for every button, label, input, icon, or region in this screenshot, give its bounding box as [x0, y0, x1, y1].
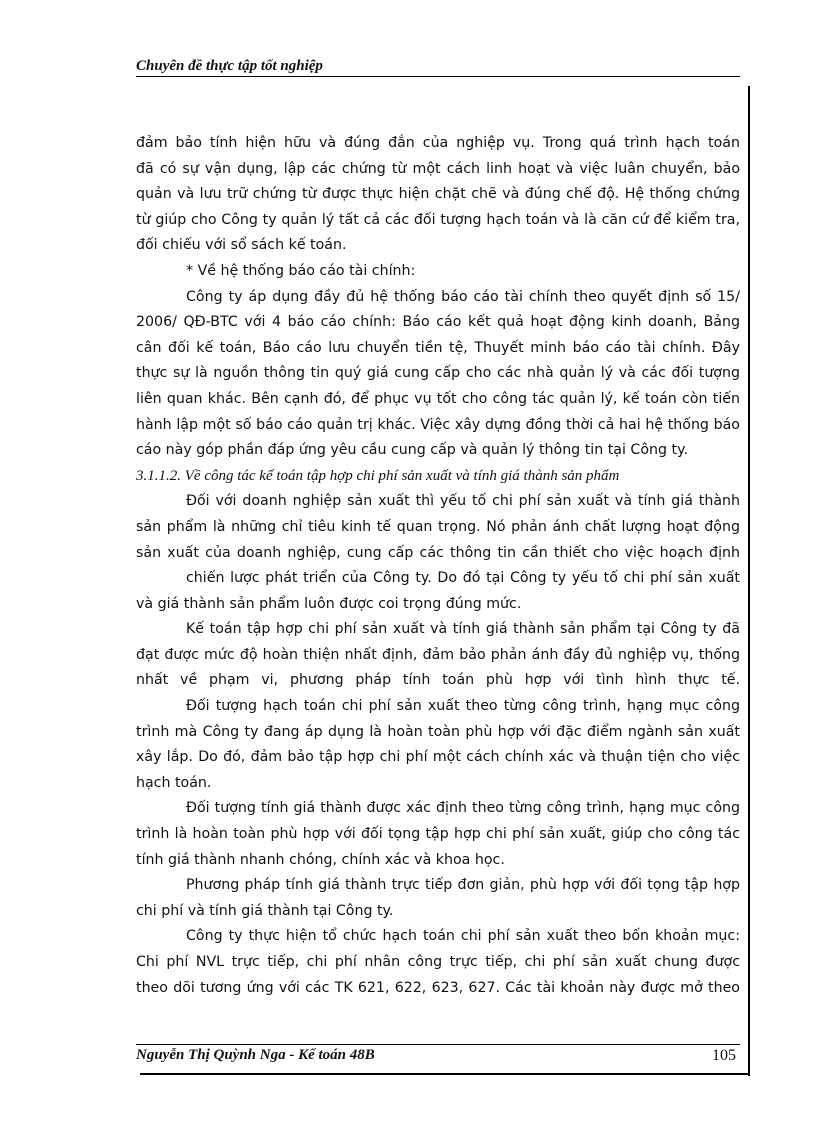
footer-author: Nguyễn Thị Quỳnh Nga - Kế toán 48B [136, 1047, 375, 1063]
paragraph-line: hạch toán. [136, 774, 212, 791]
paragraph-line: Phương pháp tính giá thành trực tiếp đơn giản, phù hợp với đối tọng tập hợp [186, 877, 740, 894]
paragraph-line: đối chiếu với sổ sách kế toán. [136, 237, 347, 254]
paragraph-line: Đối tượng hạch toán chi phí sản xuất theo từng công trình, hạng mục công [186, 698, 740, 715]
paragraph-line: Đối tượng tính giá thành được xác định theo từng công trình, hạng mục công [186, 800, 740, 817]
subsection-label: * Về hệ thống báo cáo tài chính: [186, 262, 416, 279]
paragraph-line: nhất về phạm vi, phương pháp tính toán phù hợp với tình hình thực tế. [136, 672, 740, 689]
paragraph-line: cân đối kế toán, Báo cáo lưu chuyển tiền tệ, Thuyết minh báo cáo tài chính. Đây [136, 339, 740, 356]
paragraph-line: đảm bảo tính hiện hữu và đúng đắn của nghiệp vụ. Trong quá trình hạch toán [136, 135, 740, 151]
paragraph-line: theo dõi tương ứng với các TK 621, 622, 623, 627. Các tài khoản này được mở theo [136, 979, 740, 996]
paragraph-line: Công ty thực hiện tổ chức hạch toán chi phí sản xuất theo bốn khoản mục: [186, 928, 740, 945]
paragraph-line: chiến lược phát triển của Công ty. Do đó tại Công ty yếu tố chi phí sản xuất [186, 570, 740, 587]
page-border-bottom [140, 1073, 750, 1075]
paragraph-line: Kế toán tập hợp chi phí sản xuất và tính giá thành sản phẩm tại Công ty đã [186, 621, 740, 638]
header-divider [136, 76, 740, 77]
section-heading: 3.1.1.2. Về công tác kế toán tập hợp chi phí sản xuất và tính giá thành sản phẩm [136, 467, 620, 484]
paragraph-line: 2006/ QĐ-BTC với 4 báo cáo chính: Báo cáo kết quả hoạt động kinh doanh, Bảng [136, 314, 740, 331]
paragraph-line: đạt được mức độ hoàn thiện nhất định, đảm bảo phản ánh đầy đủ nghiệp vụ, thống [136, 646, 740, 663]
paragraph-line: trình mà Công ty đang áp dụng là hoàn toàn phù hợp với đặc điểm ngành sản xuất [136, 723, 740, 740]
paragraph-line: liên quan khác. Bên cạnh đó, để phục vụ tốt cho công tác quản lý, kế toán còn tiến [136, 390, 740, 407]
paragraph-line: hành lập một số báo cáo quản trị khác. Việc xây dựng đồng thời cả hai hệ thống báo [136, 416, 740, 433]
paragraph-line: xây lắp. Do đó, đảm bảo tập hợp chi phí một cách chính xác và thuận tiện cho việc [136, 749, 740, 766]
paragraph-line: Công ty áp dụng đầy đủ hệ thống báo cáo tài chính theo quyết định số 15/ [186, 288, 740, 305]
paragraph-line: thực sự là nguồn thông tin quý giá cung cấp cho các nhà quản lý và các đối tượng [136, 365, 740, 382]
page-border-right [748, 86, 750, 1076]
paragraph-line: chi phí và tính giá thành tại Công ty. [136, 902, 394, 919]
paragraph-line: trình là hoàn toàn phù hợp với đối tọng tập hợp chi phí sản xuất, giúp cho công tác [136, 826, 740, 843]
paragraph-line: sản phẩm là những chỉ tiêu kinh tế quan trọng. Nó phản ánh chất lượng hoạt động [136, 518, 740, 535]
paragraph-line: và giá thành sản phẩm luôn được coi trọng đúng mức. [136, 595, 522, 612]
paragraph-line: quản và lưu trữ chứng từ được thực hiện chặt chẽ và đúng chế độ. Hệ thống chứng [136, 186, 740, 203]
document-body [136, 131, 740, 1001]
footer-divider [136, 1044, 740, 1045]
paragraph-line: từ giúp cho Công ty quản lý tất cả các đối tượng hạch toán và là căn cứ để kiểm tra, [136, 211, 740, 228]
paragraph-line: sản xuất của doanh nghiệp, cung cấp các thông tin cần thiết cho việc hoạch định [136, 544, 740, 561]
paragraph-line: đã có sự vận dụng, lập các chứng từ một cách linh hoạt và việc luân chuyển, bảo [136, 160, 740, 177]
paragraph-line: Đối với doanh nghiệp sản xuất thì yếu tố chi phí sản xuất và tính giá thành [186, 493, 740, 510]
paragraph-line: cáo này góp phần đáp ứng yêu cầu cung cấp và quản lý thông tin tại Công ty. [136, 442, 688, 459]
paragraph-line: tính giá thành nhanh chóng, chính xác và khoa học. [136, 851, 505, 868]
paragraph-line: Chi phí NVL trực tiếp, chi phí nhân công trực tiếp, chi phí sản xuất chung được [136, 954, 740, 970]
running-header-title: Chuyên đề thực tập tốt nghiệp [136, 58, 323, 74]
page-number: 105 [712, 1047, 736, 1064]
